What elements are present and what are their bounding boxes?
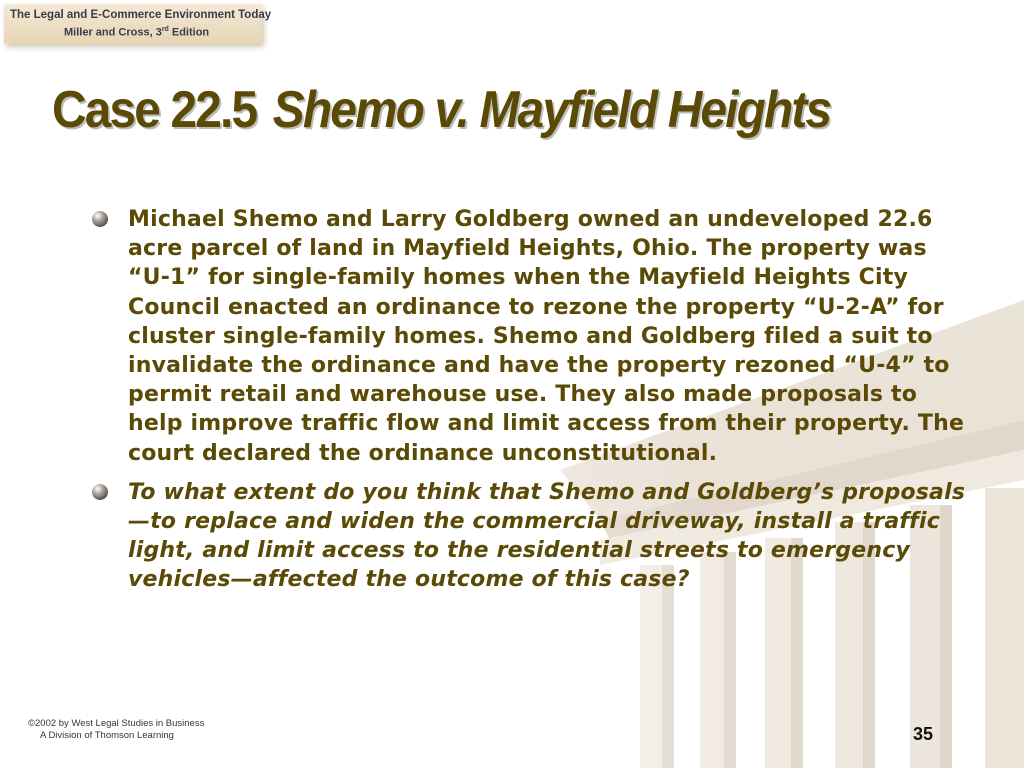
case-facts-text: Michael Shemo and Larry Goldberg owned an undeveloped 22.6 acre parcel of land in Mayfield Heights, Ohio. The property was “U-1” for single-family homes when the Mayfield Heights City Council enacted an ordinance to rezone the property “U-2-A” for cluster single-family homes. Shemo and Goldberg filed a suit to invalidate the ordinance and have the property rezoned “U-4” to permit retail and warehouse use. They also made proposals to help improve traffic flow and limit access from their property. The court declared the ordinance unconstitutional. bbox=[128, 207, 965, 466]
division-text: A Division of Thomson Learning bbox=[40, 730, 174, 741]
bullet-sphere-icon bbox=[92, 484, 108, 500]
footer-copyright bbox=[28, 718, 204, 742]
textbook-logo-banner bbox=[4, 4, 272, 44]
copyright-text: ©2002 by West Legal Studies in Business bbox=[28, 718, 205, 729]
bullet-sphere-icon bbox=[92, 211, 108, 227]
case-number: Case 22.5 bbox=[52, 81, 257, 139]
list-item bbox=[92, 205, 972, 468]
bullet-list bbox=[92, 205, 972, 605]
book-edition: Miller and Cross, 3rd Edition bbox=[64, 26, 210, 39]
slide-title bbox=[52, 80, 935, 140]
book-title: The Legal and E-Commerce Environment Today bbox=[10, 9, 272, 21]
case-name: Shemo v. Mayfield Heights bbox=[272, 81, 831, 139]
discussion-question-text: To what extent do you think that Shemo and Goldberg’s proposals—to replace and widen the commercial driveway, install a traffic light, and limit access to the residential streets to emergency vehicles—affected the outcome of this case? bbox=[128, 479, 966, 593]
page-number: 35 bbox=[913, 724, 934, 744]
list-item bbox=[92, 478, 972, 595]
